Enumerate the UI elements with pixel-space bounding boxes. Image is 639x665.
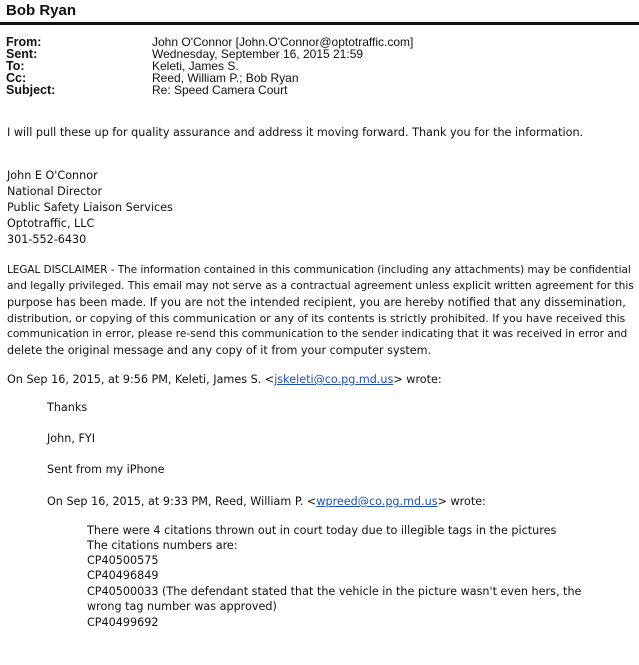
sent-label: Sent:	[6, 47, 38, 61]
quote2-line: wrong tag number was approved)	[87, 600, 277, 613]
disclaimer-line: LEGAL DISCLAIMER - The information contained in this communication (including any attachments) may be confidential	[7, 264, 631, 276]
disclaimer-line: communication in error, please re-send this communication to the sender indicating that it was received in error and	[7, 328, 628, 340]
citation-number: CP40500575	[87, 554, 159, 567]
from-value: John O'Connor [John.O'Connor@optotraffic.com]	[152, 35, 414, 49]
signature-name: John E O'Connor	[7, 169, 98, 182]
quote2-email-link[interactable]: wpreed@co.pg.md.us	[316, 495, 438, 508]
signature-department: Public Safety Liaison Services	[7, 201, 173, 214]
cc-value: Reed, William P.; Bob Ryan	[152, 71, 299, 85]
disclaimer-line: and legally privileged. This email may not serve as a contractual agreement unless explicit written agreement for this	[7, 280, 634, 292]
quote2-intro	[47, 494, 486, 510]
reply-text: I will pull these up for quality assurance and address it moving forward. Thank you for the information.	[7, 126, 584, 139]
subject-label: Subject:	[6, 83, 56, 97]
quote2-intro-suffix: > wrote:	[437, 495, 486, 508]
quote1-fyi: John, FYI	[47, 432, 96, 445]
from-label: From:	[6, 35, 42, 49]
citation-number: CP40500033 (The defendant stated that the vehicle in the picture wasn't even hers, the	[87, 585, 582, 598]
subject-value: Re: Speed Camera Court	[152, 83, 288, 97]
quote1-intro-prefix: On Sep 16, 2015, at 9:56 PM, Keleti, James S. <	[7, 373, 275, 386]
header-divider	[0, 22, 639, 25]
quote1-thanks: Thanks	[47, 401, 88, 414]
citation-number: CP40499692	[87, 616, 159, 629]
quote2-line: The citations numbers are:	[87, 539, 238, 552]
quote1-sent-from: Sent from my iPhone	[47, 463, 165, 476]
quote1-email-link[interactable]: jskeleti@co.pg.md.us	[274, 373, 394, 386]
to-label: To:	[6, 59, 25, 73]
citation-number: CP40496849	[87, 569, 159, 582]
quote1-intro-suffix: > wrote:	[393, 373, 442, 386]
disclaimer-line: delete the original message and any copy of it from your computer system.	[7, 344, 432, 357]
to-value: Keleti, James S.	[152, 59, 239, 73]
signature-phone: 301-552-6430	[7, 233, 87, 246]
signature-company: Optotraffic, LLC	[7, 217, 95, 230]
quote2-line: There were 4 citations thrown out in court today due to illegible tags in the pictures	[87, 524, 557, 537]
disclaimer-line: purpose has been made. If you are not the intended recipient, you are hereby notified that any dissemination,	[7, 296, 626, 309]
quote1-intro	[7, 372, 442, 388]
signature-title: National Director	[7, 185, 103, 198]
sent-value: Wednesday, September 16, 2015 21:59	[152, 47, 364, 61]
quote2-intro-prefix: On Sep 16, 2015, at 9:33 PM, Reed, William P. <	[47, 495, 317, 508]
cc-label: Cc:	[6, 71, 27, 85]
mailbox-owner-name: Bob Ryan	[6, 2, 77, 19]
disclaimer-line: distribution, or copying of this communication or any of its contents is strictly prohibited. If you have received this	[7, 312, 626, 325]
